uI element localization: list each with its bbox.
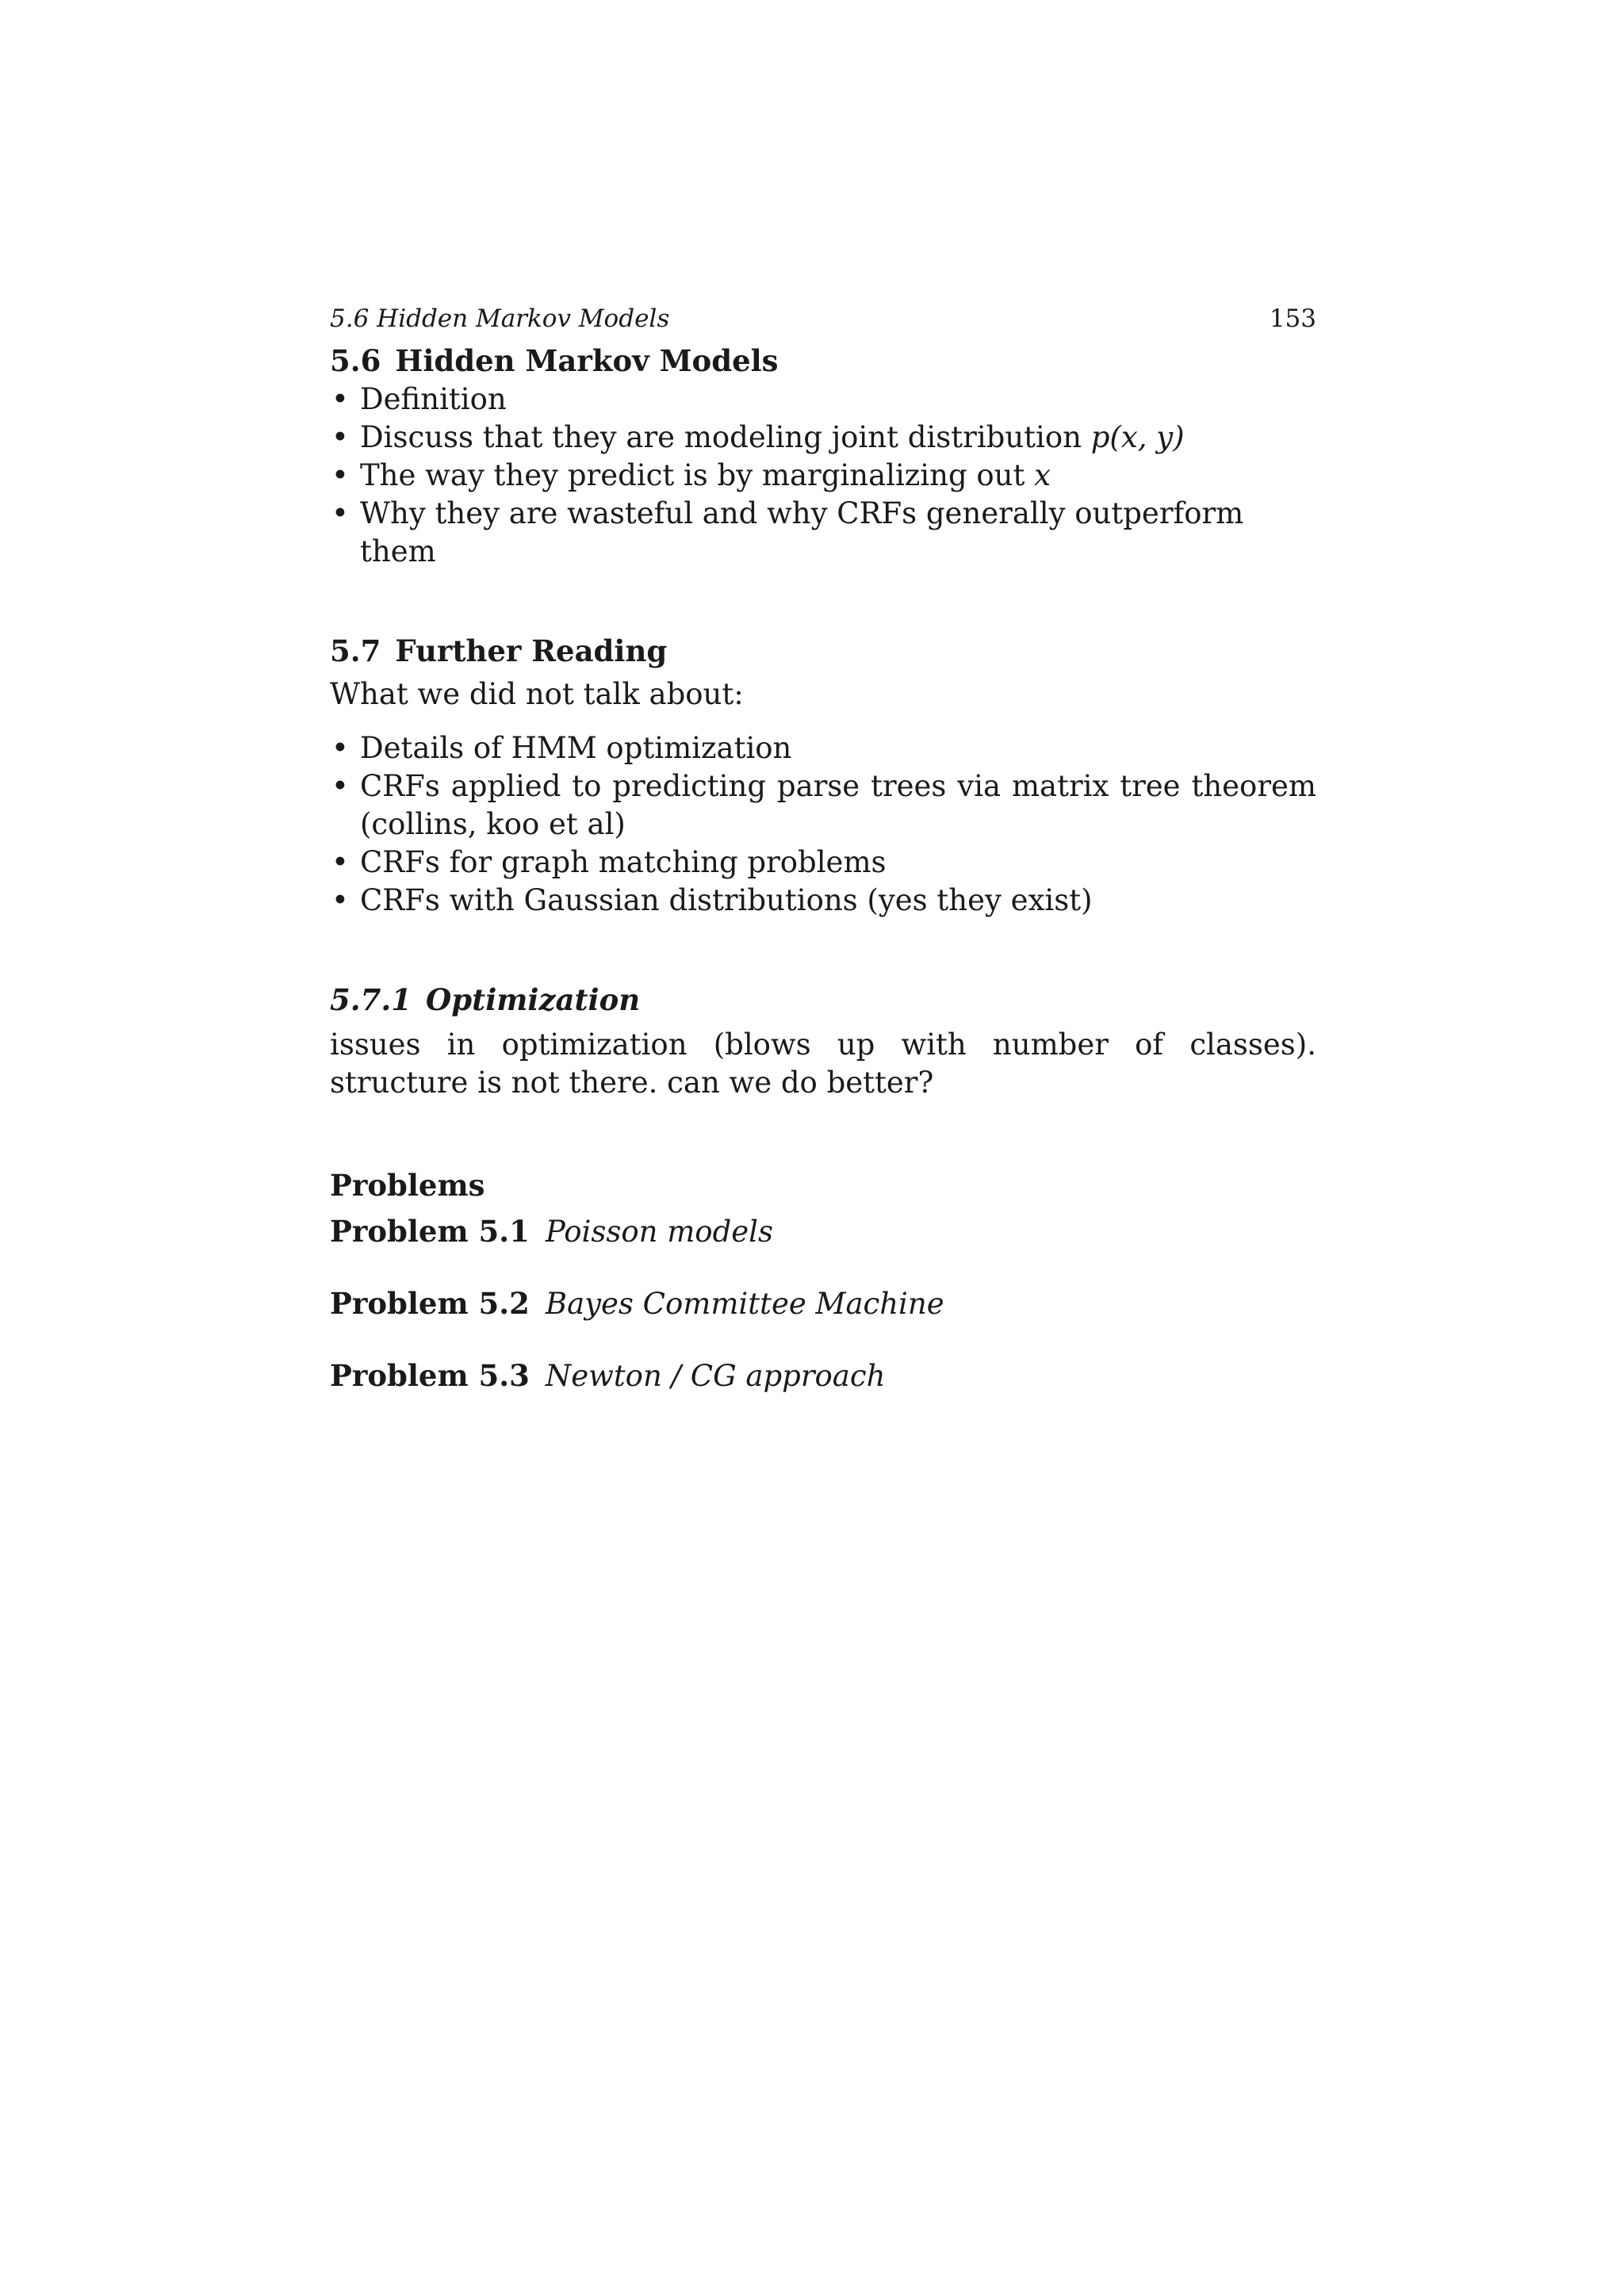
running-head xyxy=(330,301,1316,336)
list-item: • CRFs for graph matching problems xyxy=(330,844,1316,882)
section-5-6-heading xyxy=(330,341,1316,381)
bullet-icon: • xyxy=(331,382,349,416)
list-item: • Discuss that they are modeling joint distribution p(x, y) xyxy=(330,419,1316,457)
running-head-title: 5.6 Hidden Markov Models xyxy=(330,304,670,333)
further-reading-intro: What we did not talk about: xyxy=(330,677,744,711)
list-item: • CRFs with Gaussian distributions (yes they exist) xyxy=(330,882,1316,920)
problem-item xyxy=(330,1284,1316,1324)
problem-item xyxy=(330,1356,1316,1396)
list-item: • Why they are wasteful and why CRFs generally outperform them xyxy=(331,496,1244,568)
problem-label: Problem 5.3 xyxy=(330,1358,530,1393)
bullet-icon: • xyxy=(331,731,349,765)
problem-item xyxy=(330,1211,1316,1252)
section-number: 5.6 xyxy=(330,343,381,378)
problem-title: Poisson models xyxy=(545,1215,773,1249)
section-title: Hidden Markov Models xyxy=(395,343,779,378)
problems-heading: Problems xyxy=(330,1168,485,1203)
section-number: 5.7 xyxy=(330,633,381,668)
problem-label: Problem 5.2 xyxy=(330,1286,530,1321)
subsection-title: Optimization xyxy=(426,982,641,1017)
optimization-body: issues in optimization (blows up with number of classes). structure is not there. can we do better? xyxy=(330,1027,1316,1100)
bullet-icon: • xyxy=(331,458,349,492)
problem-title: Newton / CG approach xyxy=(545,1359,886,1393)
bullet-icon: • xyxy=(331,769,349,803)
list-item: • Definition xyxy=(330,381,1316,419)
section-5-7-heading xyxy=(330,631,1316,671)
list-item: • CRFs applied to predicting parse trees via matrix tree theorem (collins, koo et al) xyxy=(331,769,1316,841)
hmm-bullet-list xyxy=(330,381,1316,571)
math-joint-distribution: p(x, y) xyxy=(1090,420,1185,454)
problem-title: Bayes Committee Machine xyxy=(545,1287,944,1321)
list-item: • Details of HMM optimization xyxy=(330,729,1316,767)
problem-label: Problem 5.1 xyxy=(330,1214,530,1249)
subsection-number: 5.7.1 xyxy=(330,982,412,1017)
math-variable-x: x xyxy=(1034,458,1051,492)
section-title: Further Reading xyxy=(395,633,668,668)
bullet-icon: • xyxy=(331,883,349,917)
page-content xyxy=(330,301,1316,1396)
bullet-icon: • xyxy=(331,496,349,530)
page-number: 153 xyxy=(1269,304,1316,333)
subsection-5-7-1-heading xyxy=(330,980,1316,1020)
bullet-icon: • xyxy=(331,420,349,454)
further-reading-list xyxy=(330,729,1316,920)
list-item: • The way they predict is by marginalizing out x xyxy=(330,457,1316,495)
bullet-icon: • xyxy=(331,845,349,879)
